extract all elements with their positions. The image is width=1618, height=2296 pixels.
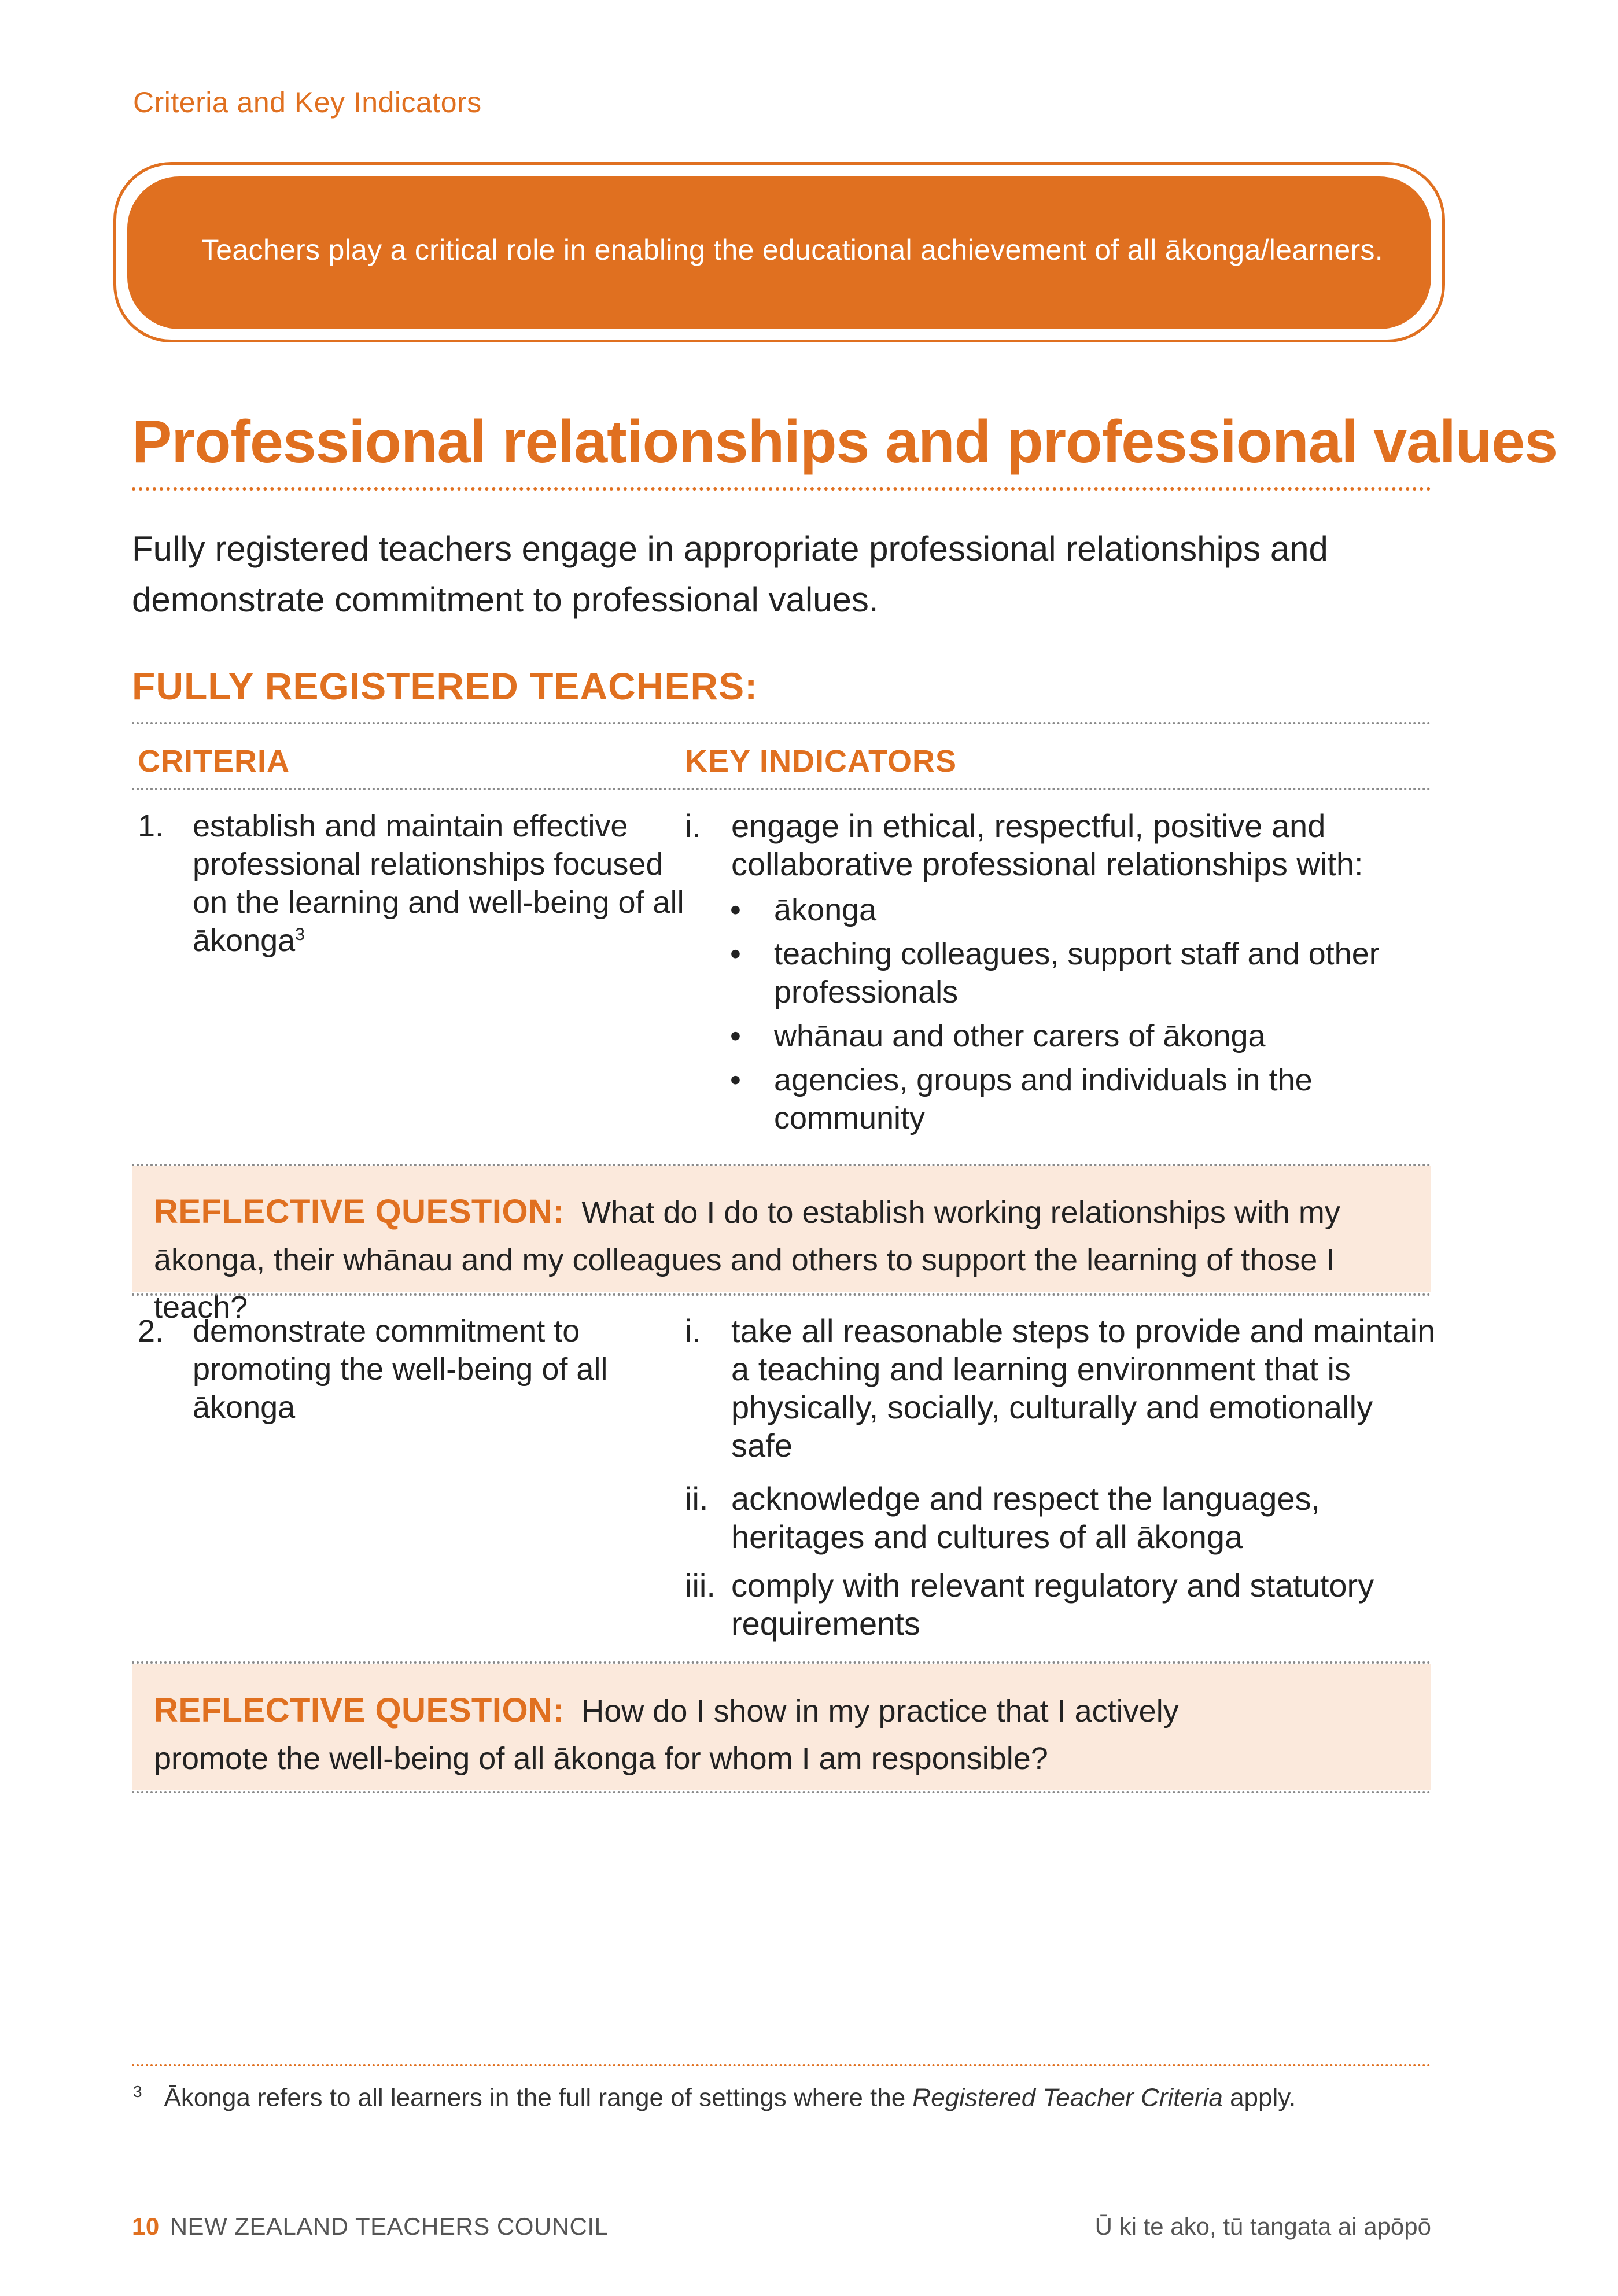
footer-org: NEW ZEALAND TEACHERS COUNCIL (169, 2213, 609, 2240)
reflective-question-label: REFLECTIVE QUESTION: (154, 1691, 565, 1729)
header-divider (132, 788, 1431, 790)
indicator-number: i. (685, 808, 701, 844)
bullet-icon: • (730, 1019, 741, 1053)
bullet-icon: • (730, 893, 741, 927)
table-top-divider (132, 722, 1431, 724)
bullet-icon: • (730, 1063, 741, 1097)
bullet-icon: • (730, 937, 741, 971)
divider (132, 1293, 1431, 1296)
intro-paragraph: Fully registered teachers engage in appropriate professional relationships and demonstrate commitment to professional values. (132, 529, 1328, 619)
indicator-text: engage in ethical, respectful, positive and collaborative professional relationships with: (731, 808, 1363, 882)
indicator-text: comply with relevant regulatory and statutory requirements (731, 1567, 1374, 1642)
criterion-2-number: 2. (138, 1314, 164, 1348)
reflective-question-1 (132, 1166, 1431, 1325)
footnote-ref: 3 (295, 925, 305, 944)
section-heading: FULLY REGISTERED TEACHERS: (132, 665, 758, 707)
title-divider (132, 487, 1431, 491)
footnote-divider (132, 2064, 1431, 2066)
reflective-question-label: REFLECTIVE QUESTION: (154, 1193, 565, 1230)
footer-left (132, 2213, 608, 2240)
footnote-title: Registered Teacher Criteria (912, 2083, 1223, 2112)
page-title: Professional relationships and professional values (132, 408, 1558, 476)
indicators-column-header: KEY INDICATORS (685, 744, 957, 779)
reflective-question-text: How do I show in my practice that I actively promote the well-being of all ākonga for whom I am responsible? (154, 1694, 1179, 1776)
indicator-number: i. (685, 1313, 701, 1349)
footnote-mark: 3 (133, 2083, 142, 2100)
reflective-question-text: What do I do to establish working relationships with my ākonga, their whānau and my colleagues and others to support the learning of those I teach? (154, 1195, 1340, 1325)
criterion-1-number: 1. (138, 809, 164, 843)
divider (132, 1791, 1431, 1793)
footnote: $^3$ Ākonga refers to all learners in the full range of settings where the Registered Teacher Criteria apply. (133, 2083, 1296, 2112)
criteria-column-header: CRITERIA (138, 744, 290, 779)
criterion-1-text: establish and maintain effective professional relationships focused on the learning and well-being of all ākonga$^3$ (193, 809, 684, 958)
criterion-2-text: demonstrate commitment to promoting the well-being of all ākonga (193, 1314, 608, 1425)
page-number: 10 (132, 2213, 160, 2240)
footer-motto: Ū ki te ako, tū tangata ai apōpō (1094, 2213, 1431, 2240)
indicator-text: acknowledge and respect the languages, heritages and cultures of all ākonga (731, 1480, 1321, 1555)
indicator-number: iii. (685, 1567, 716, 1604)
indicator-number: ii. (685, 1480, 709, 1517)
reflective-question-2 (132, 1664, 1431, 1790)
running-header: Criteria and Key Indicators (133, 86, 482, 119)
indicator-text: take all reasonable steps to provide and maintain a teaching and learning environment that is physically, socially, culturally and emotionally safe (731, 1313, 1436, 1464)
banner-text: Teachers play a critical role in enabling the educational achievement of all ākonga/learners. (201, 234, 1383, 266)
